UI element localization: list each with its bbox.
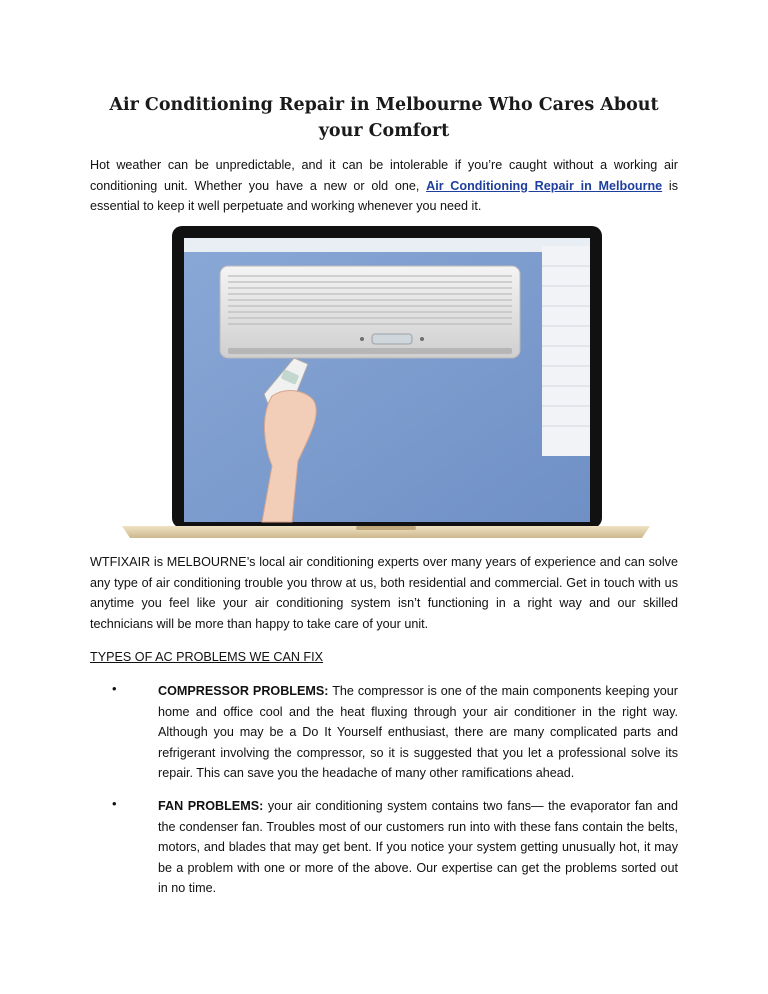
problem-item-compressor [158, 681, 678, 784]
problem-label: FAN PROBLEMS: [158, 799, 264, 813]
window-blinds [542, 246, 590, 456]
section-heading: TYPES OF AC PROBLEMS WE CAN FIX [90, 650, 324, 664]
intro-paragraph [90, 155, 678, 217]
air-conditioner-unit [220, 266, 520, 358]
ac-repair-link[interactable]: Air Conditioning Repair in Melbourne [426, 178, 663, 193]
company-paragraph: WTFIXAIR is MELBOURNE’s local air conditioning experts over many years of experience and can solve any type of air conditioning trouble you throw at us, both residential and commercial. Get in touch with us anytime you feel like your air conditioning system isn’t functioning in a right way and our skilled technicians will be more than happy to take care of your unit. [90, 555, 678, 631]
problem-text: The compressor is one of the main components keeping your home and office cool and the heat fluxing through your air conditioner in the right way. Although you may be a Do It Yourself enthusiast, there are many complicated parts and refrigerant involving the compressor, so it is suggested that you let a professional solve its repair. This can save you the headache of many other ramifications ahead. [158, 684, 678, 780]
intro-text-after: is essential to keep it well perpetuate and working whenever you need it. [90, 178, 679, 213]
bullet-icon: • [112, 681, 117, 696]
problem-text: your air conditioning system contains two fans— the evaporator fan and the condenser fan. Troubles most of our customers run into with these fans contain the belts, motors, and blades that may get bent. If you notice your system getting unusually hot, it may be a problem with one or more of the above. Our expertise can get the problems sorted out in no time. [158, 799, 678, 895]
problem-item-fan [158, 796, 678, 899]
page-title: Air Conditioning Repair in Melbourne Who Cares About your Comfort [109, 95, 659, 141]
problem-label: COMPRESSOR PROBLEMS: [158, 684, 329, 698]
intro-text-before: Hot weather can be unpredictable, and it can be intolerable if you’re caught without a working air conditioning unit. Whether you have a new or old one, [90, 158, 678, 193]
bullet-icon: • [112, 796, 117, 811]
laptop-ac-illustration [122, 226, 650, 538]
